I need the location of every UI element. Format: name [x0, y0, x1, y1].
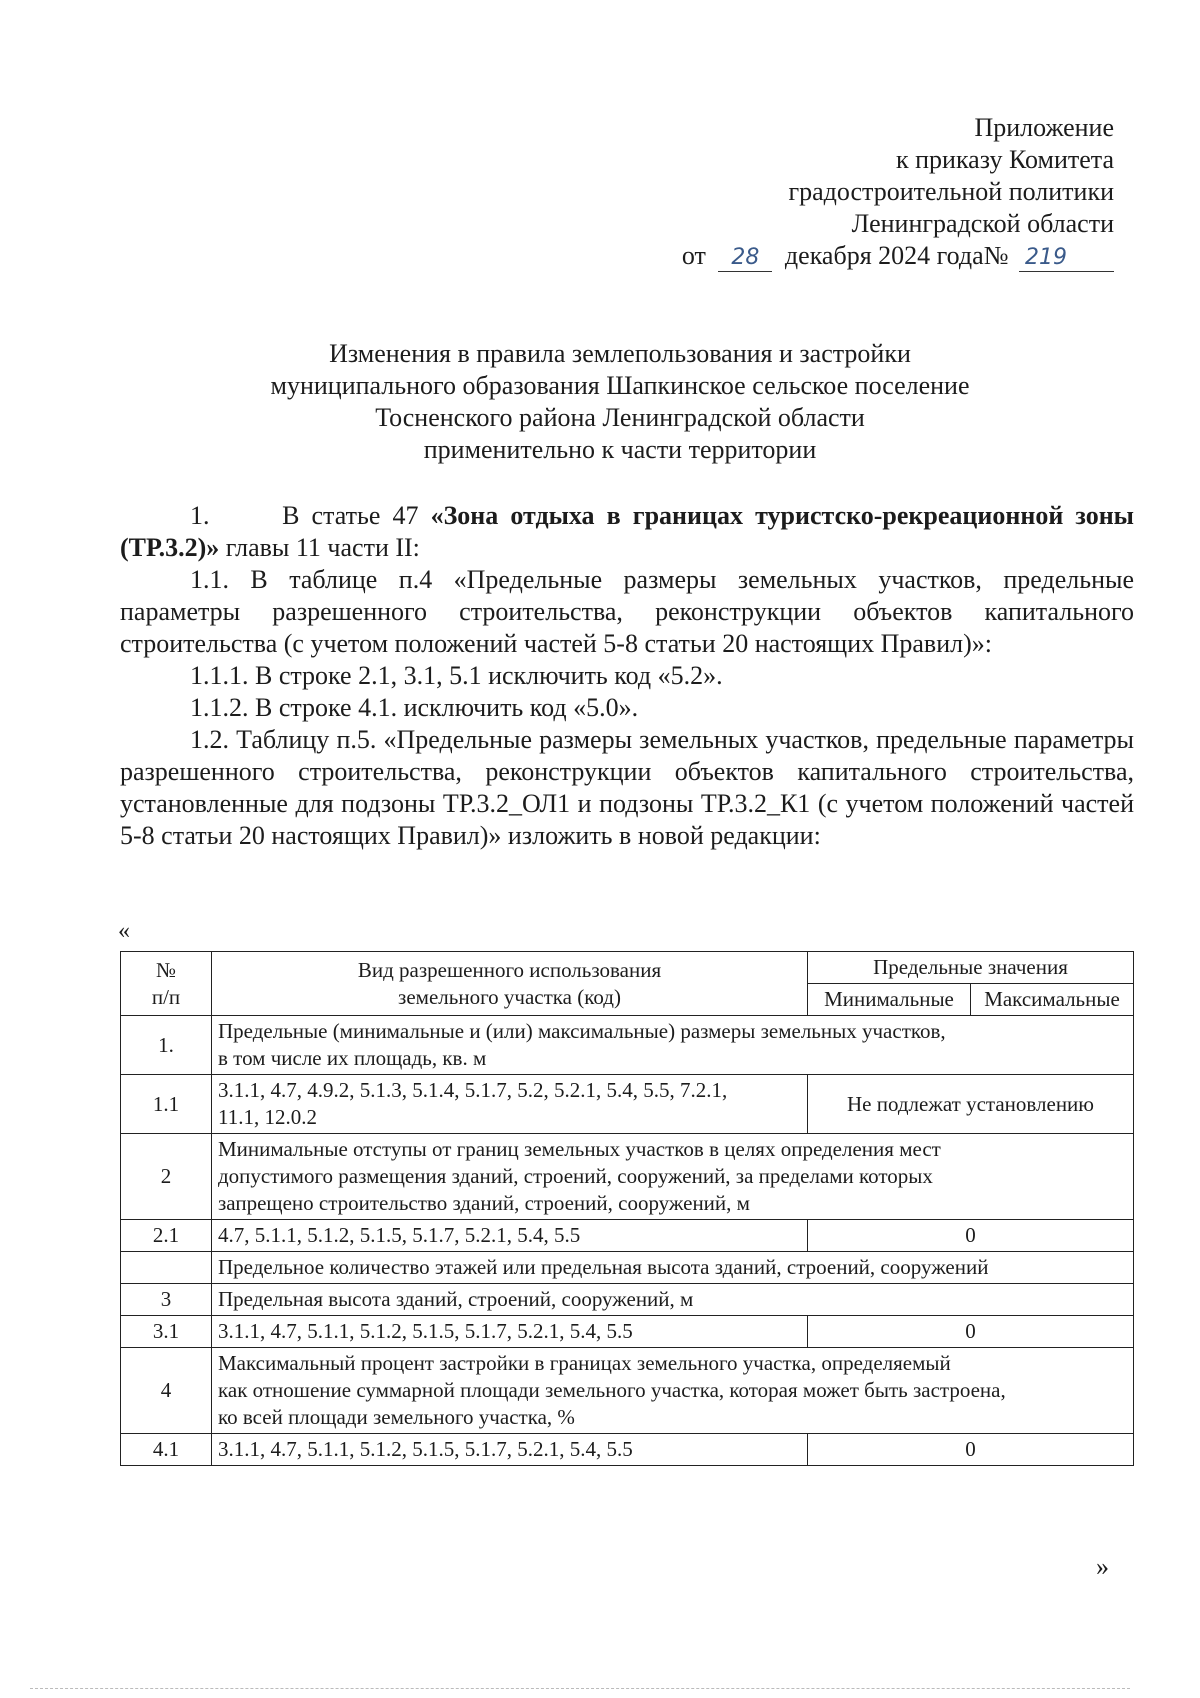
- paragraph-1-2: 1.2. Таблицу п.5. «Предельные размеры земельных участков, предельные параметры разрешенного строительства, реконструкции объектов капитального строительства, установленные для подзоны ТР.3.2_ОЛ1 и подзоны ТР.3.2_К1 (с учетом положений частей 5-8 статьи 20 настоящих Правил)» изложить в новой редакции:: [120, 725, 1134, 850]
- title-line: Тосненского района Ленинградской области: [375, 403, 865, 432]
- row-text: Минимальные отступы от границ земельных участков в целях определения мест допустимого размещения зданий, строений, сооружений, за пределами которых запрещено строительство зданий, строений, сооружений, м: [212, 1134, 1134, 1220]
- document-body: [120, 500, 1134, 852]
- table-header-row: [121, 952, 1134, 984]
- row-text: Предельные (минимальные и (или) максимальные) размеры земельных участков, в том числе их площадь, кв. м: [212, 1016, 1134, 1075]
- date-rest: декабря 2024 года№: [784, 241, 1009, 270]
- row-codes: 3.1.1, 4.7, 5.1.1, 5.1.2, 5.1.5, 5.1.7, 5.2.1, 5.4, 5.5: [212, 1434, 808, 1466]
- row-value: Не подлежат установлению: [808, 1075, 1134, 1134]
- title-line: муниципального образования Шапкинское сельское поселение: [270, 371, 970, 400]
- row-number: 3.1: [121, 1316, 212, 1348]
- table-row: [121, 1284, 1134, 1316]
- table-row: [121, 1075, 1134, 1134]
- table-row: [121, 1134, 1134, 1220]
- scan-edge-line: [30, 1688, 1130, 1689]
- title-line: применительно к части территории: [423, 435, 817, 464]
- paragraph-1-1-2: 1.1.2. В строке 4.1. исключить код «5.0».: [190, 693, 639, 722]
- paragraph-1: [120, 500, 1134, 564]
- appendix-header: [682, 112, 1114, 272]
- table-row: [121, 1220, 1134, 1252]
- row-value: 0: [808, 1220, 1134, 1252]
- table-row: [121, 1016, 1134, 1075]
- row-value: 0: [808, 1316, 1134, 1348]
- paragraph-1-1: 1.1. В таблице п.4 «Предельные размеры земельных участков, предельные параметры разрешенного строительства, реконструкции объектов капитального строительства (с учетом положений частей 5-8 статьи 20 настоящих Правил)»:: [120, 565, 1134, 658]
- title-line: Изменения в правила землепользования и застройки: [329, 339, 911, 368]
- table-row: [121, 1316, 1134, 1348]
- row-number: [121, 1252, 212, 1284]
- header-usage-kind: Вид разрешенного использования земельного участка (код): [212, 952, 808, 1016]
- order-date-line: [682, 240, 1114, 272]
- closing-quote: »: [1096, 1552, 1109, 1581]
- appendix-line: Ленинградской области: [851, 209, 1114, 238]
- row-codes: 3.1.1, 4.7, 5.1.1, 5.1.2, 5.1.5, 5.1.7, 5.2.1, 5.4, 5.5: [212, 1316, 808, 1348]
- paragraph-1-1-1: 1.1.1. В строке 2.1, 3.1, 5.1 исключить код «5.2».: [190, 661, 723, 690]
- row-codes: 3.1.1, 4.7, 4.9.2, 5.1.3, 5.1.4, 5.1.7, 5.2, 5.2.1, 5.4, 5.5, 7.2.1, 11.1, 12.0.2: [212, 1075, 808, 1134]
- header-limit-values: Предельные значения: [808, 952, 1134, 984]
- row-number: 4.1: [121, 1434, 212, 1466]
- row-text: Предельное количество этажей или предельная высота зданий, строений, сооружений: [212, 1252, 1134, 1284]
- paragraph-number: 1.: [190, 501, 210, 530]
- date-prefix: от: [681, 241, 706, 270]
- row-number: 1.: [121, 1016, 212, 1075]
- limits-table: [120, 951, 1134, 1466]
- header-max: Максимальные: [971, 984, 1134, 1016]
- row-number: 2.1: [121, 1220, 212, 1252]
- row-number: 4: [121, 1348, 212, 1434]
- zone-name-bold: «Зона отдыха в границах туристско-рекреационной зоны (ТР.3.2)»: [120, 501, 1134, 562]
- handwritten-order-number: 219: [1019, 245, 1114, 272]
- appendix-line: градостроительной политики: [788, 177, 1114, 206]
- document-title: [120, 338, 1120, 466]
- paragraph-text: В статье 47: [282, 501, 431, 530]
- header-min: Минимальные: [808, 984, 971, 1016]
- row-codes: 4.7, 5.1.1, 5.1.2, 5.1.5, 5.1.7, 5.2.1, 5.4, 5.5: [212, 1220, 808, 1252]
- row-number: 3: [121, 1284, 212, 1316]
- paragraph-text: главы 11 части II:: [219, 533, 420, 562]
- handwritten-day: 28: [718, 245, 772, 272]
- row-value: 0: [808, 1434, 1134, 1466]
- row-text: Максимальный процент застройки в границах земельного участка, определяемый как отношение суммарной площади земельного участка, которая может быть застроена, ко всей площади земельного участка, %: [212, 1348, 1134, 1434]
- appendix-line: Приложение: [974, 113, 1114, 142]
- row-text: Предельная высота зданий, строений, сооружений, м: [212, 1284, 1134, 1316]
- opening-quote: «: [118, 918, 130, 944]
- header-number: № п/п: [121, 952, 212, 1016]
- table-row: [121, 1434, 1134, 1466]
- row-number: 1.1: [121, 1075, 212, 1134]
- table-row: [121, 1252, 1134, 1284]
- row-number: 2: [121, 1134, 212, 1220]
- table-row: [121, 1348, 1134, 1434]
- appendix-line: к приказу Комитета: [895, 145, 1114, 174]
